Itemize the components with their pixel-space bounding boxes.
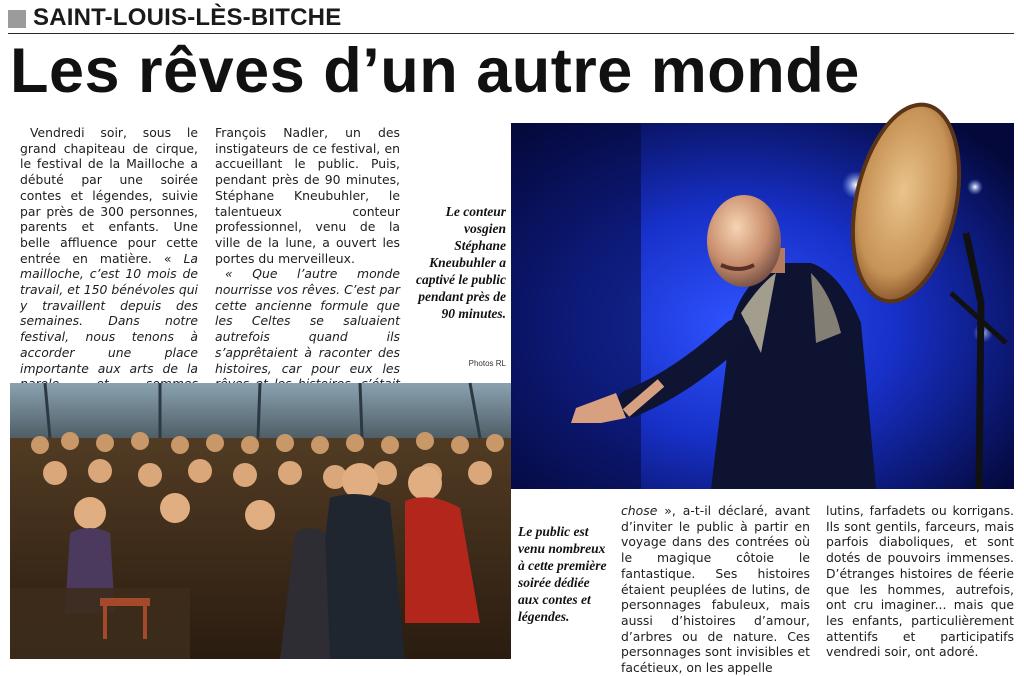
quote-nadler: La mailloche, c’est 10 mois de travail, et 150 bénévoles qui y travaillent depuis des semaines. Dans notre festival, nous tenons à accorder une place importante aux arts de la bbox=[20, 250, 198, 376]
article-text-3: », a-t-il déclaré, avant d’inviter le public à partir en voyage dans des contrées où le magique côtoie le fantastique. Ses histoires étaient peuplées de lutins, de personnages fabuleux, mais aussi d’histoires d’amour, d’arbres ou de nature. Ces personnages sont invisibles et facétieux, on les appelle bbox=[621, 503, 810, 676]
article-column-4 bbox=[826, 503, 1014, 660]
headline: Les rêves d’un autre monde bbox=[10, 36, 860, 106]
article-paragraph-3: « Que l’autre monde nourrisse vos rêves. C’est par cette ancienne formule que les Celtes se saluaient autrefois quand ils s’apprêtaient à raconter des histoires, car pour eux les bbox=[215, 266, 400, 376]
article-paragraph-4 bbox=[621, 503, 810, 676]
kicker-square-icon bbox=[8, 10, 26, 28]
article-text-1a: Vendredi soir, sous le grand chapiteau de cirque, le festival de la Mailloche a débuté par une soirée contes et légendes, suivie par près de 300 personnes, parents et enfants. Une belle affluence pour cette entrée en matière. « bbox=[20, 125, 198, 266]
article-paragraph-2: François Nadler, un des instigateurs de ce festival, en accueillant le public. Puis, pendant près de 90 minutes, Stéphane Kneubuhler, le talentueux conteur professionnel, venu de la ville de la lune, a ouvert les portes du merveilleux. bbox=[215, 125, 400, 266]
photo-caption-public: Le public est venu nombreux à cette première soirée dédiée aux contes et légendes. bbox=[518, 524, 607, 624]
article-column-3 bbox=[621, 503, 810, 676]
photo-caption-conteur: Le conteur vosgien Stéphane Kneubuhler a captivé le public pendant près de 90 minutes. bbox=[416, 204, 506, 321]
article-column-2 bbox=[215, 125, 400, 376]
quote-end: chose bbox=[621, 503, 658, 518]
article-paragraph-5: lutins, farfadets ou korrigans. Ils sont gentils, farceurs, mais parfois diaboliques, et sont dotés de pouvoirs immenses. D’étranges histoires de féerie que les hommes, autrefois, ont cru imaginer... mais que les enfants, particulièrement attentifs et participatifs vendredi soir, ont adoré. bbox=[826, 503, 1014, 660]
photo-audience bbox=[10, 383, 511, 659]
photo-storyteller bbox=[511, 123, 1014, 489]
photo-credit: Photos RL bbox=[468, 359, 506, 368]
section-kicker: SAINT-LOUIS-LÈS-BITCHE bbox=[33, 4, 342, 31]
